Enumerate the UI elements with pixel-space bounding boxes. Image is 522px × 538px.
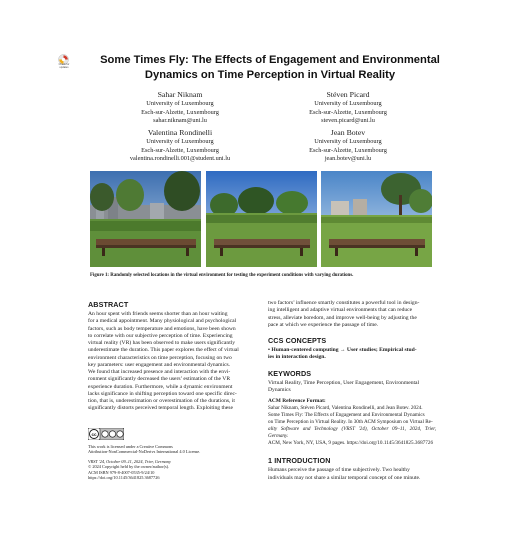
- keywords-line: Virtual Reality, Time Perception, User Engagement, Environmental: [268, 379, 420, 386]
- abstract-line: key parameters: user engagement and environmental dynamics.: [88, 361, 231, 368]
- abstract-body: [88, 311, 256, 413]
- ccs-line: • Human-centered computing → User studies; Empirical stud-: [268, 347, 417, 353]
- abstract-line: for a medical appointment. Many physiological and psychological: [88, 318, 237, 325]
- ccs-line: ies in interaction design.: [268, 354, 326, 361]
- abstract-line: tion, that is, underestimation or overestimation of the durations, it: [88, 398, 235, 404]
- author-block-3: [80, 128, 280, 164]
- abstract-line: environment characteristics on time perception, focusing on two: [88, 354, 232, 361]
- acm-ref-line: on Time Perception in Virtual Reality. In 30th ACM Symposium on Virtual Re-: [268, 418, 433, 425]
- abstract-line: An hour spent with friends seems shorter than an hour waiting: [88, 311, 228, 317]
- author-name: Stéven Picard: [326, 90, 370, 99]
- abstract-line: underestimate the duration. This paper explores the effect of virtual: [88, 347, 239, 354]
- abstract-line: two factors’ influence smartly constitutes a powerful tool in design-: [268, 300, 420, 306]
- abstract-line: stress, alleviate boredom, and improve well-being by adjusting the: [268, 314, 417, 321]
- author-location: Esch-sur-Alzette, Luxembourg: [141, 108, 219, 116]
- conference-meta: [88, 459, 256, 481]
- author-block-2: [258, 90, 438, 126]
- ccs-heading: CCS CONCEPTS: [268, 336, 327, 345]
- teaser-image-2: [206, 171, 317, 267]
- acm-ref-line[interactable]: ACM, New York, NY, USA, 9 pages. https://doi.org/10.1145/3641825.3687726: [268, 439, 434, 446]
- introduction-body: [268, 467, 436, 482]
- intro-line: Humans perceive the passage of time subjectively. Two healthy: [268, 467, 410, 474]
- keywords-line: Dynamics: [268, 386, 291, 393]
- keywords: [268, 380, 436, 395]
- acm-ref-line: Some Times Fly: The Effects of Engagement and Environmental Dynamics: [268, 411, 425, 418]
- abstract-continued: [268, 300, 436, 329]
- svg-text:cc: cc: [91, 432, 97, 437]
- acm-ref-line: Sahar Niknam, Stéven Picard, Valentina Rondinelli, and Jean Botev. 2024.: [268, 405, 423, 411]
- ccs-concepts: [268, 347, 436, 362]
- conference-line: VRST '24, October 09–11, 2024, Trier, Germany: [88, 458, 171, 464]
- acm-ref-line: ality Software and Technology (VRST '24), October 09–11, 2024, Trier, Germany.: [268, 425, 436, 439]
- introduction-heading: 1 INTRODUCTION: [268, 456, 331, 466]
- check-for-updates-label: Check for updates: [58, 63, 70, 69]
- abstract-line: ing intelligent and adaptive virtual environments that can reduce: [268, 307, 413, 314]
- acm-reference-heading: ACM Reference Format:: [268, 398, 326, 404]
- creative-commons-badge: [88, 428, 124, 440]
- author-email[interactable]: jean.botev@uni.lu: [324, 155, 372, 163]
- check-for-updates-badge[interactable]: [58, 52, 70, 69]
- right-column: [268, 300, 436, 482]
- author-name: Sahar Niknam: [157, 90, 203, 99]
- author-block-4: [258, 128, 438, 164]
- author-email[interactable]: steven.picard@uni.lu: [321, 117, 375, 125]
- abstract-heading: ABSTRACT: [88, 300, 129, 309]
- author-block-1: [90, 90, 270, 126]
- author-email[interactable]: valentina.rondinelli.001@student.uni.lu: [129, 155, 231, 163]
- keywords-heading: KEYWORDS: [268, 368, 312, 378]
- abstract-line: experience duration. Furthermore, while a dynamic environment: [88, 383, 233, 390]
- teaser-image-3: [321, 171, 432, 267]
- paper-title: [70, 53, 470, 83]
- teaser-image-1: [90, 171, 201, 267]
- license-block: [88, 428, 256, 481]
- license-line[interactable]: Attribution-NonCommercial-NoDerivs International 4.0 License.: [88, 449, 201, 455]
- abstract-line: ronment significantly decreased the users’ estimation of the VR: [88, 376, 231, 383]
- figure-caption-text: Figure 1: Randomly selected locations in the virtual environment for testing the experiment conditions with varying durations.: [90, 273, 354, 278]
- license-line: This work is licensed under a Creative Commons: [88, 443, 173, 449]
- author-email[interactable]: sahar.niknam@uni.lu: [153, 117, 207, 125]
- abstract-line: significantly distorts perceived temporal length. Exploiting these: [88, 405, 233, 412]
- left-column: [88, 300, 256, 413]
- figure-caption: [90, 272, 432, 279]
- paper-title-line-2: Dynamics on Time Perception in Virtual Reality: [144, 69, 396, 81]
- author-location: Esch-sur-Alzette, Luxembourg: [309, 146, 387, 154]
- copyright-line: © 2024 Copyright held by the owner/author(s).: [88, 464, 170, 470]
- isbn-line: ACM ISBN 979-8-4007-0535-9/24/10: [88, 469, 155, 475]
- author-affiliation: University of Luxembourg: [146, 138, 214, 145]
- author-affiliation: University of Luxembourg: [314, 138, 382, 145]
- author-name: Jean Botev: [330, 128, 366, 137]
- acm-reference: [268, 405, 436, 446]
- doi-link[interactable]: https://doi.org/10.1145/3641825.3687726: [88, 475, 160, 481]
- paper-title-line-1: Some Times Fly: The Effects of Engagement and Environmental: [100, 54, 440, 66]
- abstract-line: We found that increased presence and interaction with the envi-: [88, 369, 231, 375]
- abstract-line: pace at which we experience the passage of time.: [268, 321, 379, 328]
- abstract-line: lacks significance in shifting perception toward one specific direc-: [88, 390, 237, 397]
- author-name: Valentina Rondinelli: [147, 128, 213, 137]
- author-affiliation: University of Luxembourg: [146, 100, 214, 107]
- intro-line: individuals may not share a similar temporal concept of one minute.: [268, 474, 421, 481]
- author-affiliation: University of Luxembourg: [314, 100, 382, 107]
- author-location: Esch-sur-Alzette, Luxembourg: [309, 108, 387, 116]
- author-location: Esch-sur-Alzette, Luxembourg: [141, 146, 219, 154]
- abstract-line: to correlate with our subjective perception of time. Experiencing: [88, 332, 233, 339]
- abstract-line: factors, such as body temperature and emotions, have been shown: [88, 325, 236, 332]
- abstract-line: virtual reality (VR) has been observed to make users significantly: [88, 340, 236, 346]
